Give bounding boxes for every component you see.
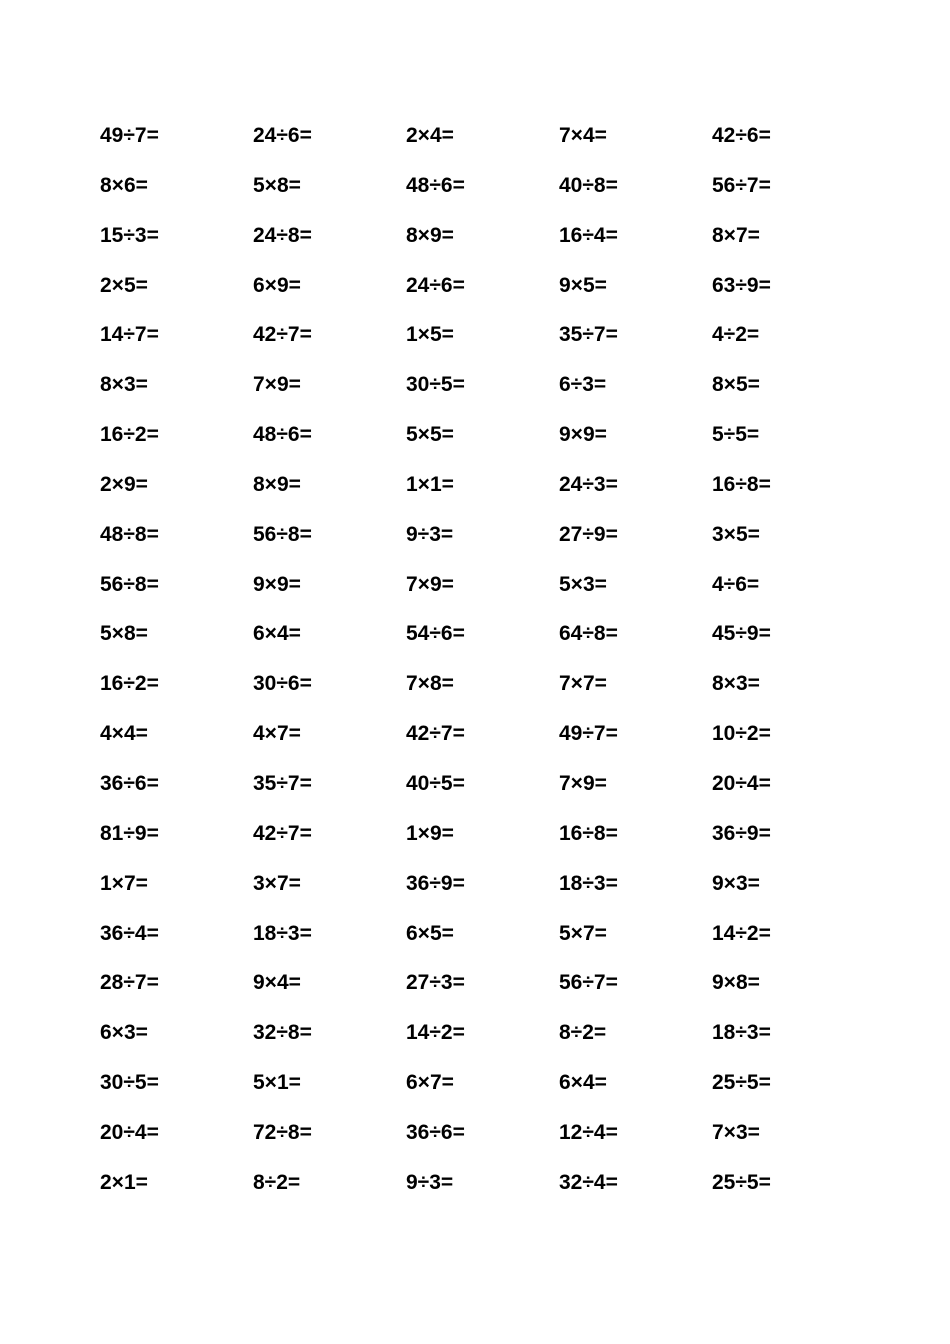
arithmetic-problem: 8×3= [100,373,148,397]
arithmetic-problem: 63÷9= [712,273,771,297]
arithmetic-problem: 20÷4= [712,771,771,795]
arithmetic-problem: 9×8= [712,971,760,995]
arithmetic-problem: 36÷6= [406,1120,465,1144]
arithmetic-problem: 42÷7= [406,722,465,746]
arithmetic-problem: 16÷2= [100,423,159,447]
arithmetic-problem: 72÷8= [253,1120,312,1144]
arithmetic-problem: 5×1= [253,1071,301,1095]
arithmetic-problem: 3×5= [712,522,760,546]
arithmetic-problem: 6×4= [253,622,301,646]
arithmetic-problem: 6×4= [559,1071,607,1095]
arithmetic-problem: 10÷2= [712,722,771,746]
arithmetic-problem: 16÷2= [100,672,159,696]
arithmetic-problem: 32÷8= [253,1021,312,1045]
arithmetic-problem: 25÷5= [712,1170,771,1194]
arithmetic-problem: 6×3= [100,1021,148,1045]
arithmetic-problem: 24÷8= [253,223,312,247]
arithmetic-problem: 7×4= [559,124,607,147]
arithmetic-problem: 8÷2= [253,1170,301,1194]
arithmetic-problem: 14÷2= [712,921,771,945]
arithmetic-problem: 9×9= [559,423,607,447]
arithmetic-problem: 30÷5= [100,1071,159,1095]
arithmetic-problem: 49÷7= [559,722,618,746]
arithmetic-problem: 36÷4= [100,921,159,945]
arithmetic-problem: 8×6= [100,173,148,197]
arithmetic-problem: 9×3= [712,871,760,895]
arithmetic-problem: 25÷5= [712,1071,771,1095]
arithmetic-problem: 40÷5= [406,771,465,795]
arithmetic-problem: 14÷2= [406,1021,465,1045]
arithmetic-problem: 24÷3= [559,472,618,496]
arithmetic-problem: 30÷6= [253,672,312,696]
arithmetic-problem: 2×4= [406,124,454,147]
arithmetic-problem: 8×7= [712,223,760,247]
arithmetic-problem: 48÷8= [100,522,159,546]
arithmetic-problem: 35÷7= [253,771,312,795]
arithmetic-problem: 24÷6= [253,124,312,147]
arithmetic-problem: 9×9= [253,572,301,596]
arithmetic-problem: 6÷3= [559,373,607,397]
arithmetic-problem: 42÷6= [712,124,771,147]
arithmetic-problem: 7×7= [559,672,607,696]
arithmetic-problem: 48÷6= [406,173,465,197]
arithmetic-problem: 5×3= [559,572,607,596]
arithmetic-problem: 16÷4= [559,223,618,247]
arithmetic-problem: 5÷5= [712,423,760,447]
arithmetic-problem: 2×9= [100,472,148,496]
arithmetic-problem: 5×5= [406,423,454,447]
arithmetic-problem: 56÷8= [253,522,312,546]
arithmetic-problem: 9×5= [559,273,607,297]
arithmetic-problem: 8×3= [712,672,760,696]
arithmetic-problem: 36÷6= [100,771,159,795]
arithmetic-problem-grid [100,121,865,1218]
arithmetic-problem: 3×7= [253,871,301,895]
arithmetic-problem: 5×8= [253,173,301,197]
arithmetic-problem: 5×7= [559,921,607,945]
arithmetic-problem: 8×9= [406,223,454,247]
arithmetic-problem: 56÷7= [559,971,618,995]
arithmetic-problem: 9÷3= [406,1170,454,1194]
arithmetic-problem: 9×4= [253,971,301,995]
arithmetic-problem: 35÷7= [559,323,618,347]
arithmetic-problem: 15÷3= [100,223,159,247]
arithmetic-problem: 49÷7= [100,124,159,147]
arithmetic-problem: 24÷6= [406,273,465,297]
arithmetic-problem: 20÷4= [100,1120,159,1144]
arithmetic-problem: 42÷7= [253,323,312,347]
arithmetic-problem: 36÷9= [712,821,771,845]
arithmetic-problem: 8×9= [253,472,301,496]
arithmetic-problem: 7×3= [712,1120,760,1144]
arithmetic-problem: 6×9= [253,273,301,297]
arithmetic-problem: 14÷7= [100,323,159,347]
arithmetic-problem: 2×5= [100,273,148,297]
arithmetic-problem: 18÷3= [253,921,312,945]
arithmetic-problem: 1×1= [406,472,454,496]
arithmetic-problem: 81÷9= [100,821,159,845]
arithmetic-problem: 7×9= [253,373,301,397]
arithmetic-problem: 48÷6= [253,423,312,447]
arithmetic-problem: 64÷8= [559,622,618,646]
arithmetic-problem: 7×9= [559,771,607,795]
arithmetic-problem: 4×7= [253,722,301,746]
arithmetic-problem: 9÷3= [406,522,454,546]
arithmetic-problem: 54÷6= [406,622,465,646]
arithmetic-problem: 16÷8= [559,821,618,845]
arithmetic-problem: 32÷4= [559,1170,618,1194]
arithmetic-problem: 42÷7= [253,821,312,845]
arithmetic-problem: 6×5= [406,921,454,945]
arithmetic-problem: 7×9= [406,572,454,596]
arithmetic-problem: 30÷5= [406,373,465,397]
arithmetic-problem: 16÷8= [712,472,771,496]
arithmetic-problem: 36÷9= [406,871,465,895]
arithmetic-problem: 4÷2= [712,323,760,347]
arithmetic-problem: 4×4= [100,722,148,746]
arithmetic-problem: 8×5= [712,373,760,397]
arithmetic-problem: 28÷7= [100,971,159,995]
arithmetic-problem: 1×7= [100,871,148,895]
arithmetic-problem: 12÷4= [559,1120,618,1144]
arithmetic-problem: 45÷9= [712,622,771,646]
arithmetic-problem: 8÷2= [559,1021,607,1045]
arithmetic-problem: 5×8= [100,622,148,646]
arithmetic-problem: 1×5= [406,323,454,347]
arithmetic-problem: 27÷9= [559,522,618,546]
arithmetic-problem: 18÷3= [559,871,618,895]
arithmetic-problem: 56÷7= [712,173,771,197]
arithmetic-problem: 56÷8= [100,572,159,596]
arithmetic-problem: 4÷6= [712,572,760,596]
arithmetic-problem: 7×8= [406,672,454,696]
arithmetic-problem: 1×9= [406,821,454,845]
arithmetic-problem: 6×7= [406,1071,454,1095]
arithmetic-problem: 18÷3= [712,1021,771,1045]
arithmetic-problem: 27÷3= [406,971,465,995]
arithmetic-problem: 40÷8= [559,173,618,197]
arithmetic-problem: 2×1= [100,1170,148,1194]
